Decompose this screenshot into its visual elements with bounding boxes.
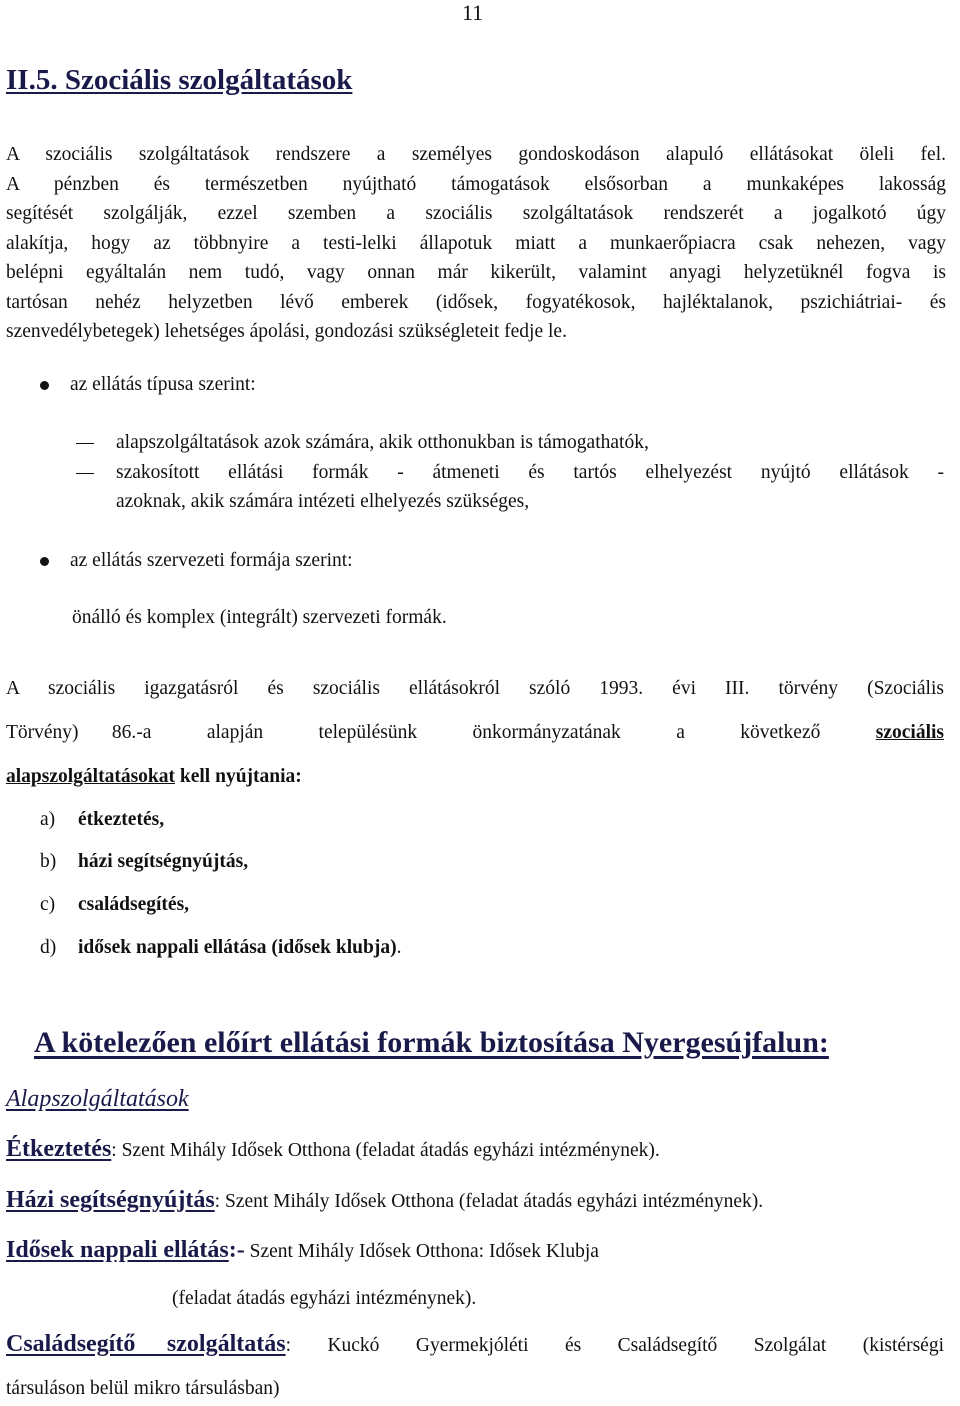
- law-emphasis: szociális: [875, 722, 944, 743]
- page-number: 11: [462, 0, 484, 25]
- provision-key: Házi segítségnyújtás: [6, 1187, 215, 1213]
- law-line-1: A szociális igazgatásról és szociális ellátásokról szóló 1993. évi III. törvény (Szociális: [6, 678, 944, 699]
- dash-icon: [76, 443, 94, 444]
- law-text: -a alapján településünk önkormányzatának a következő: [136, 722, 876, 743]
- law-emphasis: alapszolgáltatásokat: [6, 766, 176, 787]
- list-text: családsegítés,: [78, 894, 190, 915]
- bullet-icon: [40, 557, 49, 566]
- provision-family-support-note: társuláson belül mikro társulásban): [6, 1378, 280, 1399]
- bullet-icon: [40, 381, 49, 390]
- provision-sep: :: [214, 1191, 221, 1212]
- basic-services-heading: Alapszolgáltatások: [6, 1086, 189, 1112]
- section-title: II.5. Szociális szolgáltatások: [6, 64, 353, 96]
- dash-icon: [76, 473, 94, 474]
- list-label: d): [40, 937, 57, 958]
- bullet-text: az ellátás szervezeti formája szerint:: [70, 550, 353, 571]
- provision-value: Kuckó Gyermekjóléti és Családsegítő Szolgálat (kistérségi: [291, 1335, 944, 1356]
- provision-day-care-note: (feladat átadás egyházi intézménynek).: [172, 1288, 477, 1309]
- provision-value: Szent Mihály Idősek Otthona (feladat átadás egyházi intézménynek).: [116, 1140, 660, 1161]
- law-ref: Törvény) 86.: [6, 722, 137, 743]
- organization-forms: önálló és komplex (integrált) szervezeti formák.: [72, 607, 447, 628]
- list-text: idősek nappali ellátása (idősek klubja): [78, 937, 397, 958]
- dash-item-specialized: [76, 462, 944, 484]
- dash-text: alapszolgáltatások azok számára, akik otthonukban is támogathatók,: [116, 432, 649, 453]
- provision-key: Családsegítő szolgáltatás: [6, 1331, 286, 1357]
- provision-sep: :-: [228, 1237, 245, 1263]
- intro-line: belépni egyáltalán nem tudó, vagy onnan már kikerült, valamint anyagi helyzetüknél fogva is: [6, 262, 946, 283]
- list-text: házi segítségnyújtás,: [78, 851, 249, 872]
- intro-line: tartósan nehéz helyzetben lévő emberek (idősek, fogyatékosok, hajléktalanok, pszichiátriai- és: [6, 291, 946, 313]
- list-label: b): [40, 851, 57, 872]
- bullet-item-type: [40, 374, 256, 396]
- list-item: [40, 894, 189, 916]
- provision-sep: :: [285, 1335, 291, 1356]
- dash-text-continued: azoknak, akik számára intézeti elhelyezés szükséges,: [116, 491, 530, 512]
- provision-family-support: [6, 1331, 944, 1358]
- intro-line: A pénzben és természetben nyújtható támogatások elsősorban a munkaképes lakosság: [6, 173, 946, 195]
- provision-catering: [6, 1136, 660, 1163]
- intro-line: segítését szolgálják, ezzel szemben a szociális szolgáltatások rendszerét a jogalkotó úgy: [6, 203, 946, 224]
- list-text: étkeztetés,: [78, 809, 165, 830]
- law-line-3: [6, 766, 302, 788]
- list-label: a): [40, 809, 56, 830]
- bullet-text: az ellátás típusa szerint:: [70, 374, 256, 395]
- provision-key: Étkeztetés: [6, 1136, 112, 1162]
- provision-day-care: [6, 1237, 599, 1264]
- law-line-2: [6, 722, 944, 744]
- dash-text: szakosított ellátási formák - átmeneti és tartós elhelyezést nyújtó ellátások -: [116, 462, 944, 483]
- intro-line: A szociális szolgáltatások rendszere a személyes gondoskodáson alapuló ellátásokat öleli fel.: [6, 144, 946, 165]
- list-item: [40, 851, 248, 873]
- intro-paragraph: [6, 140, 946, 347]
- list-item: [40, 809, 164, 831]
- list-text-tail: .: [396, 937, 402, 958]
- law-text: kell nyújtania:: [175, 766, 302, 787]
- intro-line: szenvedélybetegek) lehetséges ápolási, gondozási szükségleteit fedje le.: [6, 321, 567, 342]
- provision-heading: A kötelezően előírt ellátási formák biztosítása Nyergesújfalun:: [34, 1026, 829, 1059]
- provision-sep: :: [111, 1140, 117, 1161]
- provision-key: Idősek nappali ellátás: [6, 1237, 229, 1263]
- bullet-item-organization: [40, 550, 353, 572]
- provision-value: Szent Mihály Idősek Otthona: Idősek Klubja: [244, 1241, 599, 1262]
- list-item: [40, 937, 401, 959]
- dash-item-basic: [76, 432, 649, 454]
- provision-value: Szent Mihály Idősek Otthona (feladat átadás egyházi intézménynek).: [220, 1191, 764, 1212]
- list-label: c): [40, 894, 56, 915]
- provision-home-help: [6, 1187, 763, 1214]
- intro-line: alakítja, hogy az többnyire a testi-lelki állapotuk miatt a munkaerőpiacra csak nehezen, vagy: [6, 232, 946, 254]
